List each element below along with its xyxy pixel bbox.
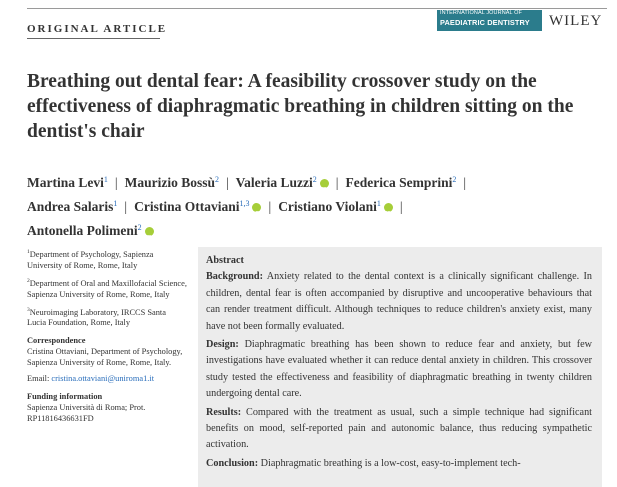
author-affiliation-ref[interactable]: 1 [113, 199, 118, 208]
correspondence-email-line [27, 373, 187, 384]
author-affiliation-ref[interactable]: 2 [214, 175, 219, 184]
abstract-section-text: Anxiety related to the dental context is a clinically significant challenge. In children, dental fear is often accompanied by disruptive and uncooperative behaviours that can render treatment difficult. Although techniques to reduce children's anxiety exist, many have not been formally evaluated. [206, 271, 592, 332]
abstract-section-label: Design: [206, 339, 239, 351]
top-rule [27, 8, 607, 9]
author-separator: | [124, 199, 128, 214]
author[interactable] [134, 199, 261, 214]
abstract-section-label: Results: [206, 406, 242, 418]
abstract-section-label: Conclusion: [206, 457, 259, 469]
journal-logo[interactable] [437, 10, 542, 31]
author-affiliation-ref[interactable]: 2 [137, 223, 142, 232]
affiliation [27, 305, 187, 329]
article-type-underline [27, 38, 160, 39]
orcid-icon[interactable] [145, 227, 154, 236]
email-label: Email: [27, 374, 50, 384]
affiliation-number: 2 [27, 277, 30, 284]
abstract-box [198, 247, 602, 487]
author-name: Cristina Ottaviani [134, 199, 240, 214]
abstract-section-results [206, 405, 592, 454]
author-affiliation-ref[interactable]: 1,3 [239, 199, 250, 208]
author-separator: | [268, 199, 272, 214]
author[interactable] [125, 175, 219, 190]
author-name: Valeria Luzzi [235, 175, 313, 190]
correspondence-email-link[interactable]: cristina.ottaviani@uniroma1.it [51, 374, 155, 384]
affiliation-text: Department of Psychology, Sapienza University of Rome, Rome, Italy [27, 249, 154, 270]
correspondence-heading: Correspondence [27, 336, 86, 346]
author[interactable] [236, 175, 329, 190]
affiliations-column [27, 247, 187, 429]
funding-text: Sapienza Università di Roma; Prot. RP11816436631FD [27, 403, 146, 424]
author-separator: | [114, 175, 118, 190]
abstract-section-design [206, 337, 592, 403]
author[interactable] [346, 175, 457, 190]
affiliation-text: Neuroimaging Laboratory, IRCCS Santa Lucia Foundation, Rome, Italy [27, 307, 166, 328]
author[interactable] [27, 175, 108, 190]
author-name: Cristiano Violani [278, 199, 377, 214]
journal-name-line2: PAEDIATRIC DENTISTRY [440, 17, 530, 27]
orcid-icon[interactable] [320, 179, 329, 188]
abstract-section-conclusion [206, 456, 592, 472]
affiliation [27, 276, 187, 300]
funding-heading: Funding information [27, 392, 103, 402]
author-name: Andrea Salaris [27, 199, 114, 214]
author-affiliation-ref[interactable]: 1 [103, 175, 108, 184]
correspondence-text: Cristina Ottaviani, Department of Psychology, Sapienza University of Rome, Rome, Italy. [27, 347, 183, 368]
abstract-section-text: Compared with the treatment as usual, such a simple technique had significant benefits on mood, self-reported pain and autonomic balance, thus reducing sympathetic activation. [206, 406, 592, 451]
author-separator: | [399, 199, 403, 214]
author[interactable] [27, 199, 117, 214]
author-list [27, 169, 587, 241]
author-separator: | [463, 175, 467, 190]
article-title: Breathing out dental fear: A feasibility crossover study on the effectiveness of diaphragmatic breathing in children sitting on the dentist's chair [27, 71, 574, 142]
abstract-section-text: Diaphragmatic breathing has been shown to reduce fear and anxiety, but few investigations have evaluated whether it can reduce dental anxiety in children. This crossover study tested the effectiveness and feasibility of diaphragmatic breathing in twenty children undergoing dental care. [206, 339, 592, 400]
affiliation-text: Department of Oral and Maxillofacial Science, Sapienza University of Rome, Rome, Italy [27, 278, 187, 299]
affiliation-number: 1 [27, 249, 30, 255]
abstract-section-text: Diaphragmatic breathing is a low-cost, easy-to-implement tech- [260, 457, 521, 469]
journal-name-line1: INTERNATIONAL JOURNAL OF [440, 10, 522, 16]
author-affiliation-ref[interactable]: 2 [312, 175, 317, 184]
affiliation [27, 247, 187, 271]
publisher-logo[interactable]: WILEY [549, 13, 603, 29]
author[interactable] [27, 223, 154, 238]
author-name: Antonella Polimeni [27, 223, 138, 238]
author-affiliation-ref[interactable]: 2 [452, 175, 457, 184]
abstract-section-background [206, 269, 592, 335]
orcid-icon[interactable] [252, 203, 261, 212]
abstract-content [206, 253, 592, 474]
abstract-section-label: Background: [206, 271, 263, 283]
orcid-icon[interactable] [384, 203, 393, 212]
author[interactable] [278, 199, 393, 214]
author-name: Maurizio Bossù [124, 175, 215, 190]
article-type-label: ORIGINAL ARTICLE [27, 23, 168, 35]
author-separator: | [335, 175, 339, 190]
author-name: Federica Semprini [345, 175, 453, 190]
author-separator: | [225, 175, 229, 190]
author-affiliation-ref[interactable]: 1 [376, 199, 381, 208]
abstract-heading: Abstract [206, 255, 244, 266]
affiliation-number: 3 [27, 306, 30, 313]
author-name: Martina Levi [27, 175, 104, 190]
